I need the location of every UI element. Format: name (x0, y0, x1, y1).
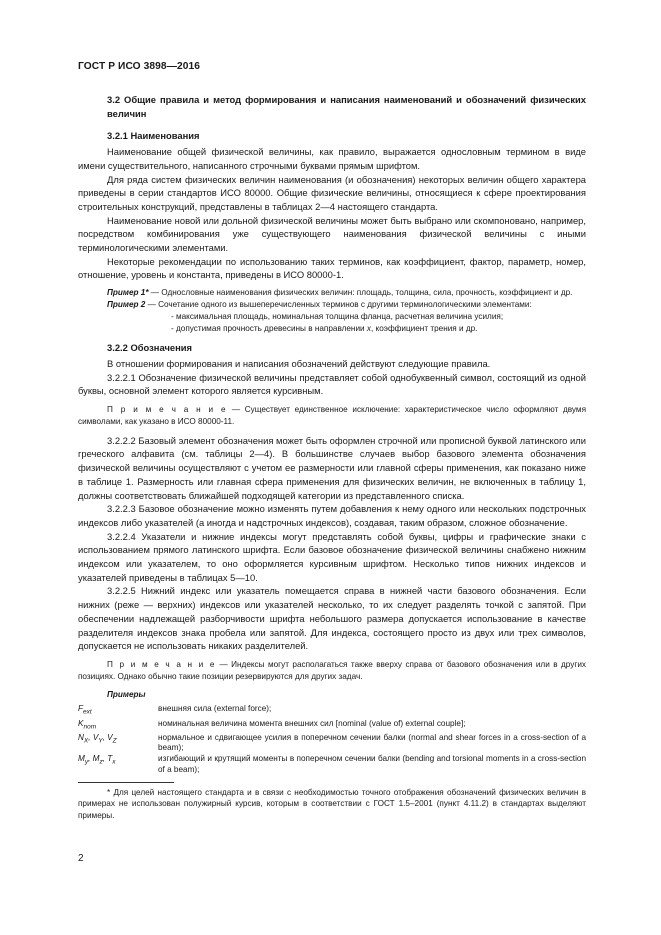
symbol-base: , M (88, 754, 100, 764)
symbol-sub: ext (83, 709, 92, 717)
symbol-sub: x (112, 758, 116, 766)
symbol (78, 754, 158, 775)
section-3-2-title: 3.2 Общие правила и метод формирования и написания наименований и обозначений физических величин (107, 94, 586, 119)
symbol-row (78, 754, 586, 775)
example-2-label: Пример 2 (107, 299, 146, 309)
paragraph: 3.2.2.3 Базовое обозначение можно изменять путем добавления к нему одного или нескольких подстрочных индексов либо указателей (а иногда и надстрочных индексов), создавая, таким образом, сложное обозначение. (78, 503, 586, 528)
paragraph: Наименование новой или дольной физической величины может быть выбрано или скомпоновано, например, посредством комбинирования уже существующего наименования физической величины с иными терминологическими элементами. (78, 214, 586, 254)
symbol (78, 733, 158, 754)
symbol-base: , V (88, 732, 99, 742)
note-label: П р и м е ч а н и е (107, 659, 217, 669)
paragraph: В отношении формирования и написания обозначений действуют следующие правила. (107, 358, 491, 370)
paragraph: Некоторые рекомендации по использованию таких терминов, как коэффициент, фактор, параметр, номер, отношение, уровень и константа, приведены в ИСО 80000-1. (78, 255, 586, 281)
example-2-item: - максимальная площадь, номинальная толщина фланца, расчетная величина усилия; (171, 311, 504, 321)
symbol-row (78, 733, 586, 754)
document-header: ГОСТ Р ИСО 3898—2016 (78, 61, 201, 72)
symbol-sub: z (99, 758, 103, 766)
note-text: — Индексы могут располагаться также вверху справа от базового обозначения или в других позициях. Однако обычно такие позиции резервируются для других задач. (78, 659, 586, 681)
example-2-item-text: - допустимая прочность древесины в направлении (171, 323, 367, 333)
note-1 (78, 404, 586, 428)
symbol (78, 704, 158, 718)
symbol-description: нормальное и сдвигающее усилия в поперечном сечении балки (normal and shear forces in a cross-section of a beam); (158, 732, 586, 753)
paragraph: 3.2.2.1 Обозначение физической величины представляет собой однобуквенный символ, состоящий из одной буквы, основной элемент которого является курсивным. (78, 371, 586, 397)
note-text: — Существует единственное исключение: характеристическое число оформляют двумя символами, как указано в ИСО 80000-11. (78, 405, 586, 426)
symbol-description: номинальная величина момента внешних сил [nominal (value of) external couple]; (158, 718, 466, 728)
symbol-base: , T (102, 754, 113, 764)
note-label: П р и м е ч а н и е (107, 405, 228, 415)
example-1-label: Пример 1* (107, 288, 149, 298)
symbol (78, 719, 158, 733)
paragraph: Для ряда систем физических величин наименования (и обозначения) некоторых величин общего характера приведены в серии стандартов ИСО 80000. Общие физические величины, относящиеся к сфере проектирования строительных конструкций, представлены в таблицах 2—4 настоящего стандарта. (78, 173, 586, 212)
section-3-2-1-title: 3.2.1 Наименования (107, 130, 200, 142)
examples-title: Примеры (107, 689, 146, 699)
paragraph: 3.2.2.2 Базовый элемент обозначения может быть оформлен строчной или прописной буквой латинского или греческого алфавита (см. таблицы 2—4). В большинстве случаев выбор базового элемента обозначения физической величины осуществляют с учетом ее размерности или главной сферы применения, как показано ниже в таблице 1. Размерность или главная сфера применения для физических величин, не включенных в таблицу 1, должны соответствовать ближайшей подходящей категории из представленного списка. (78, 434, 586, 501)
symbol-base: F (78, 704, 84, 714)
symbol-description: внешняя сила (external force); (158, 704, 272, 714)
paragraph: Наименование общей физической величины, как правило, выражается однословным термином в виде имени существительного, написанного строчными буквами прямым шрифтом. (78, 146, 586, 171)
symbol-row (78, 719, 586, 733)
page-number: 2 (78, 853, 84, 864)
footnote-divider (78, 782, 174, 783)
symbol-sub: y (84, 758, 89, 766)
document-body (78, 92, 586, 821)
note-2 (78, 659, 586, 683)
paragraph: 3.2.2.4 Указатели и нижние индексы могут представлять собой буквы, цифры и графические знаки с использованием прямого латинского шрифта. Если базовое обозначение физической величины снабжено нижним индексом или указателем, то оно оформляется курсивным шрифтом. Несколько типов нижних индексов и указателей приведены в таблицах 5—10. (78, 530, 586, 583)
example-1-text: — Однословные наименования физических величин: площадь, толщина, сила, прочность, коэффициент и др. (148, 288, 573, 298)
symbol-description: изгибающий и крутящий моменты в поперечном сечении балки (bending and torsional moments in a cross-section of a beam); (158, 754, 586, 774)
symbol-row (78, 704, 586, 718)
paragraph: 3.2.2.5 Нижний индекс или указатель помещается справа в нижней части базового обозначения. Если нижних (реже — верхних) индексов или указателей несколько, то их следует разделять точкой с запятой. При обеспечении надлежащей разборчивости шрифта небольшого размера допускается использование в качестве разделителя индексов знака пробела или запятой. Для индекса, состоящего просто из двух или трех символов, допускается не использовать никаких разделителей. (78, 585, 586, 652)
example-1 (78, 287, 586, 299)
symbol-base: , V (102, 732, 113, 742)
example-2-item-var: х (366, 323, 371, 333)
symbol-base: M (78, 754, 85, 764)
example-2-text: — Сочетание одного из вышеперечисленных терминов с другими терминологическими элементами: (145, 299, 532, 309)
example-2-item-text: , коэффициент трения и др. (370, 323, 478, 333)
example-2-item (78, 323, 586, 335)
symbol-sub: Y (98, 737, 103, 745)
symbol-base: N (78, 732, 84, 742)
section-3-2-2-title: 3.2.2 Обозначения (107, 342, 192, 354)
symbol-sub: Z (112, 737, 117, 745)
footnote: * Для целей настоящего стандарта и в связи с необходимостью точного отображения обозначений физических величин в примерах не использован полужирный курсив, которым в соответствии с ГОСТ 1.5–2001 (пункт 4.11.2) в стандартах выделяют примеры. (78, 788, 586, 820)
symbol-base: K (78, 718, 84, 728)
symbol-sub: nom (83, 723, 97, 731)
example-2 (78, 299, 586, 311)
symbol-sub: X (83, 737, 89, 745)
